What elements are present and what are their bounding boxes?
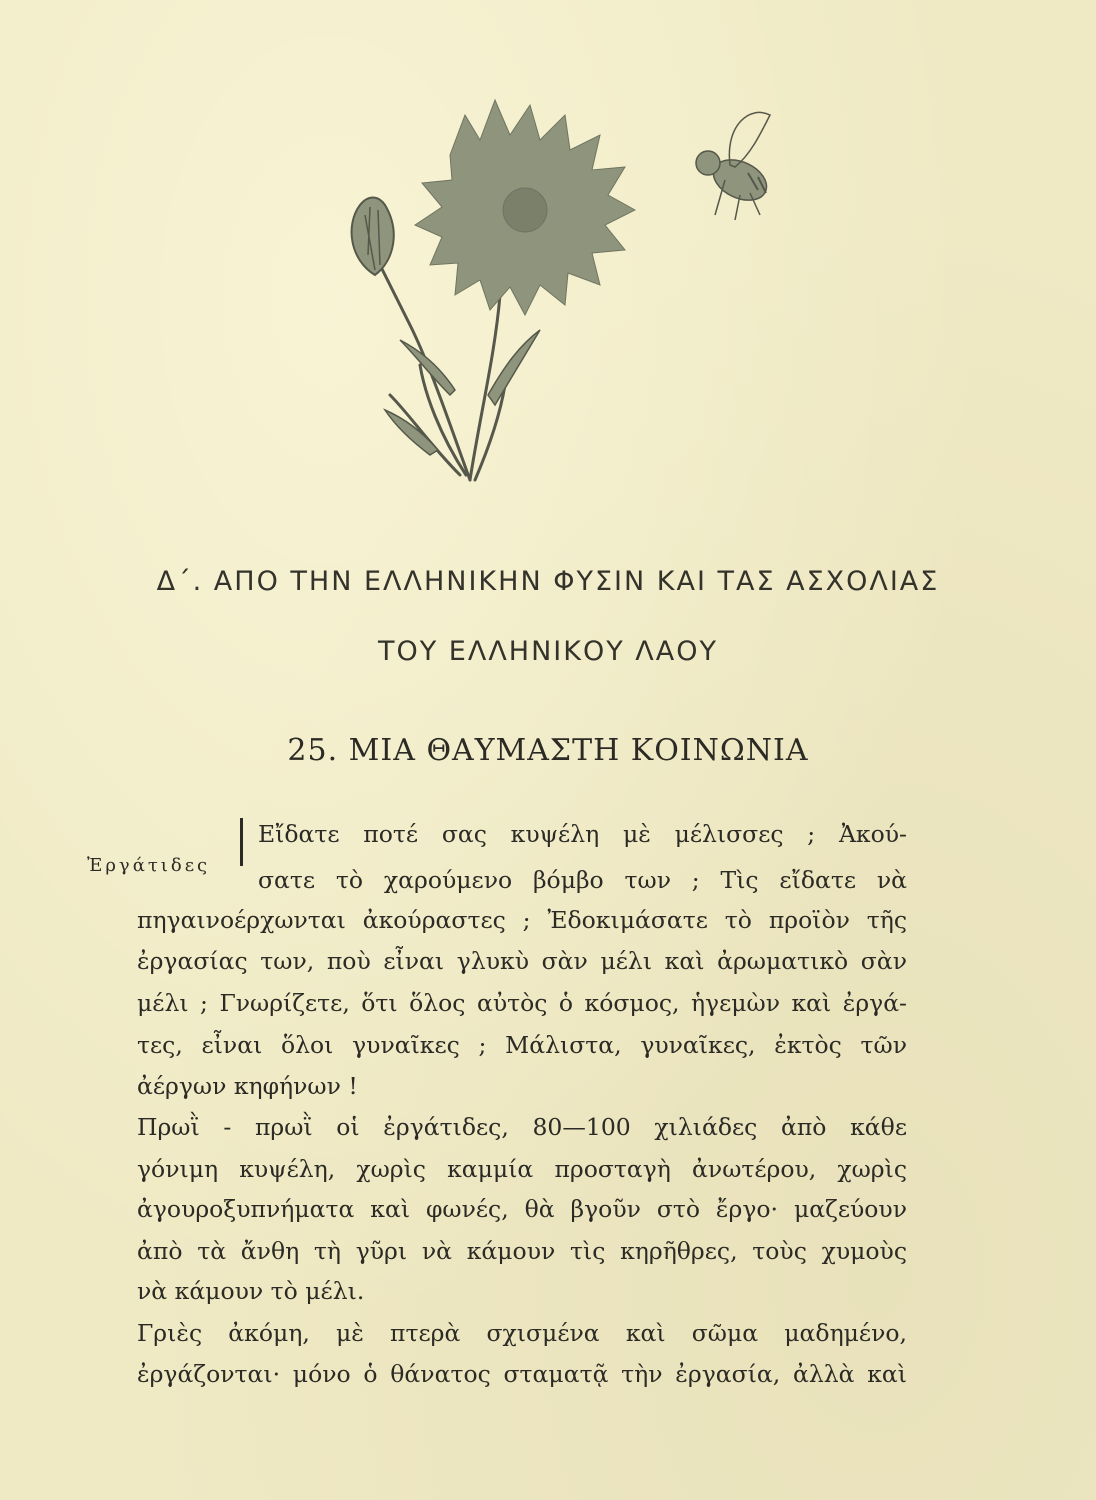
text-line: ἀέργων κηφήνων ! [137,1072,358,1100]
text-line: σατε τὸ χαρούμενο βόμβο των ; Τὶς εἴδατε νὰ [258,866,907,894]
leaf-icon [385,330,540,455]
text-line: Εἴδατε ποτέ σας κυψέλη μὲ μέλισσες ; Ἀκού- [258,820,907,848]
carnation-flower-icon [415,100,635,315]
text-line: γόνιμη κυψέλη, χωρὶς καμμία προσταγὴ ἀνωτέρου, χωρὶς [137,1155,907,1183]
text-line: μέλι ; Γνωρίζετε, ὅτι ὅλος αὐτὸς ὁ κόσμος, ἡγεμὼν καὶ ἐργά- [137,989,907,1017]
chapter-title: 25. ΜΙΑ ΘΑΥΜΑΣΤΗ ΚΟΙΝΩΝΙΑ [287,733,809,768]
margin-rule [240,818,243,866]
text-line: πηγαινοέρχωνται ἀκούραστες ; Ἐδοκιμάσατε τὸ προϊὸν τῆς [137,906,907,934]
text-line: ἐργασίας των, ποὺ εἶναι γλυκὺ σὰν μέλι καὶ ἀρωματικὸ σὰν [137,947,907,975]
section-heading: Δ΄. ΑΠΟ ΤΗΝ ΕΛΛΗΝΙΚΗΝ ΦΥΣΙΝ ΚΑΙ ΤΑΣ ΑΣΧΟΛΙΑΣ [156,566,940,597]
text-line: Γριὲς ἀκόμη, μὲ πτερὰ σχισμένα καὶ σῶμα μαδημένο, [137,1319,907,1347]
flower-bud-icon [352,198,394,276]
marginal-note: Ἐργάτιδες [87,855,211,876]
text-line: ἀπὸ τὰ ἄνθη τὴ γῦρι νὰ κάμουν τὶς κηρῆθρες, τοὺς χυμοὺς [137,1237,907,1265]
text-line: νὰ κάμουν τὸ μέλι. [137,1277,365,1305]
bee-icon [696,112,773,220]
carnation-bee-illustration [330,95,800,495]
section-subheading: ΤΟΥ ΕΛΛΗΝΙΚΟΥ ΛΑΟΥ [377,636,718,667]
text-line: ἀγουροξυπνήματα καὶ φωνές, θὰ βγοῦν στὸ ἔργο· μαζεύουν [137,1195,907,1223]
text-line: Πρωῒ - πρωῒ οἱ ἐργάτιδες, 80—100 χιλιάδες ἀπὸ κάθε [137,1113,907,1141]
text-line: ἐργάζονται· μόνο ὁ θάνατος σταματᾷ τὴν ἐργασία, ἀλλὰ καὶ [137,1360,907,1388]
text-line: τες, εἶναι ὅλοι γυναῖκες ; Μάλιστα, γυναῖκες, ἐκτὸς τῶν [137,1031,907,1059]
